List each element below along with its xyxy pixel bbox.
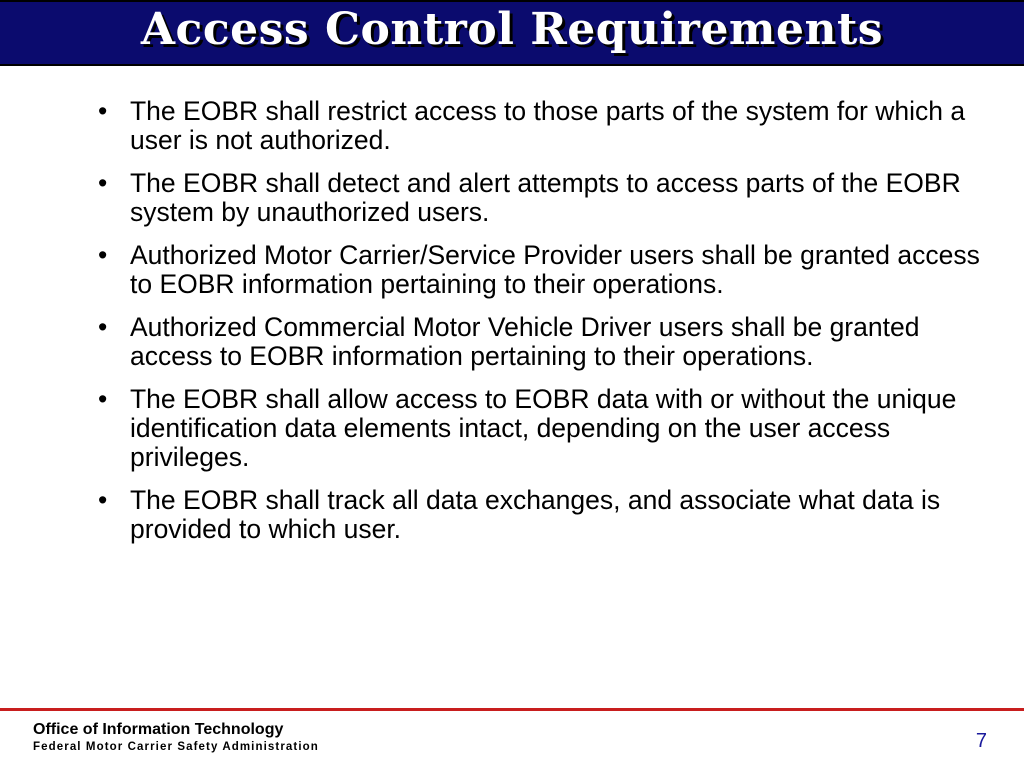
bullet-item [98,385,998,472]
bullet-marker: • [98,485,108,515]
slide-title: Access Control Requirements [140,4,884,55]
footer-branding [33,720,319,755]
bullet-marker: • [98,168,108,198]
bullet-text: Authorized Motor Carrier/Service Provider users shall be granted access to EOBR information pertaining to their operations. [130,240,980,299]
bullet-text: Authorized Commercial Motor Vehicle Driver users shall be granted access to EOBR information pertaining to their operations. [130,312,920,371]
office-name: Office of Information Technology [33,721,284,738]
bullet-marker: • [98,240,108,270]
bullet-text: The EOBR shall restrict access to those parts of the system for which a user is not authorized. [130,96,966,155]
bullet-item [98,486,998,544]
bullet-item [98,169,998,227]
bullet-item [98,313,998,371]
bullet-list [98,97,998,558]
page-number: 7 [975,730,987,752]
agency-name: Federal Motor Carrier Safety Administration [33,741,319,753]
bullet-item [98,97,998,155]
bullet-text: The EOBR shall detect and alert attempts to access parts of the EOBR system by unauthorized users. [130,168,961,227]
bullet-text: The EOBR shall allow access to EOBR data with or without the unique identification data elements intact, depending on the user access privileges. [130,384,957,472]
bullet-marker: • [98,96,108,126]
title-bar [0,0,1024,66]
bullet-item [98,241,998,299]
footer-divider [0,708,1024,711]
bullet-marker: • [98,312,108,342]
bullet-text: The EOBR shall track all data exchanges, and associate what data is provided to which user. [130,485,941,544]
bullet-marker: • [98,384,108,414]
